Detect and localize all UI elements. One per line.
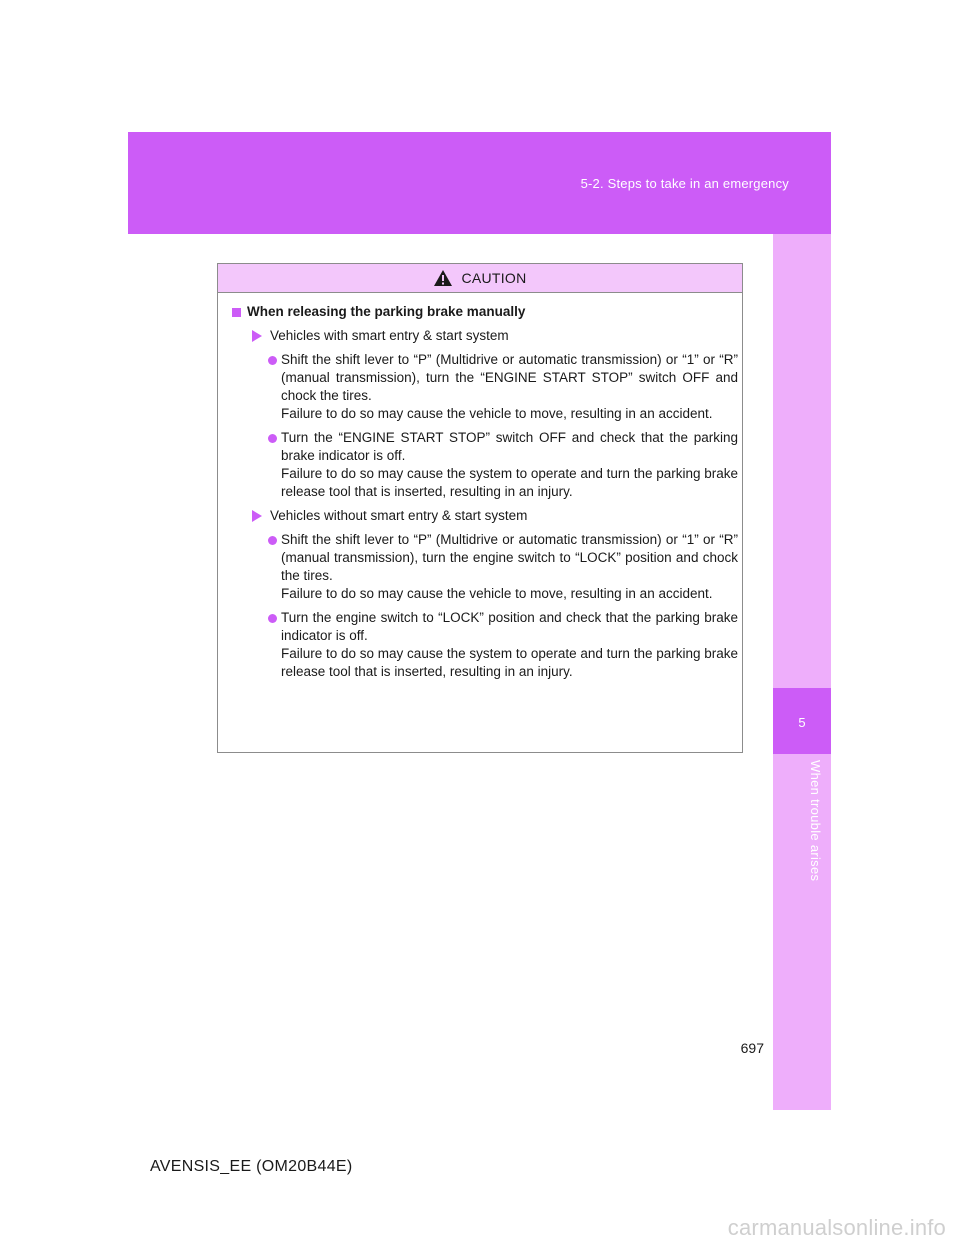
caution-item <box>232 609 738 681</box>
instruction-text: Shift the shift lever to “P” (Multidrive or automatic transmission) or “1” or “R” (manual transmission), turn the “ENGINE START STOP” switch OFF and chock the tires. <box>281 352 738 403</box>
vehicle-type-row <box>232 507 738 525</box>
caution-item <box>232 531 738 603</box>
watermark: carmanualsonline.info <box>727 1215 946 1240</box>
round-bullet-icon <box>268 434 277 443</box>
chapter-label: When trouble arises <box>808 760 823 882</box>
caution-heading <box>232 303 738 321</box>
chapter-number-block <box>773 688 831 754</box>
round-bullet-icon <box>268 614 277 623</box>
consequence-text: Failure to do so may cause the system to operate and turn the parking brake release tool that is inserted, resulting in an injury. <box>281 466 739 499</box>
chapter-number: 5 <box>798 715 806 730</box>
consequence-text: Failure to do so may cause the system to operate and turn the parking brake release tool that is inserted, resulting in an injury. <box>281 646 739 679</box>
warning-triangle-icon <box>433 269 453 287</box>
round-bullet-icon <box>268 356 277 365</box>
instruction-text: Turn the engine switch to “LOCK” position and check that the parking brake indicator is off. <box>281 610 738 643</box>
consequence-text: Failure to do so may cause the vehicle to move, resulting in an accident. <box>281 586 713 601</box>
square-bullet-icon <box>232 308 241 317</box>
vehicle-type-label: Vehicles without smart entry & start system <box>270 508 528 523</box>
document-code: AVENSIS_EE (OM20B44E) <box>150 1158 353 1175</box>
page-number: 697 <box>740 1040 764 1056</box>
caution-title: CAUTION <box>461 270 527 286</box>
caution-item <box>232 429 738 501</box>
caution-item <box>232 351 738 423</box>
caution-body <box>218 293 742 681</box>
triangle-bullet-icon <box>252 510 262 522</box>
consequence-text: Failure to do so may cause the vehicle to move, resulting in an accident. <box>281 406 713 421</box>
instruction-text: Shift the shift lever to “P” (Multidrive or automatic transmission) or “1” or “R” (manual transmission), turn the engine switch to “LOCK” position and chock the tires. <box>281 532 738 583</box>
instruction-text: Turn the “ENGINE START STOP” switch OFF and check that the parking brake indicator is off. <box>281 430 738 463</box>
vehicle-type-row <box>232 327 738 345</box>
caution-box <box>217 263 743 753</box>
section-title: 5-2. Steps to take in an emergency <box>580 176 789 191</box>
chapter-side-tab <box>773 234 831 1110</box>
caution-title-bar <box>218 264 742 293</box>
triangle-bullet-icon <box>252 330 262 342</box>
round-bullet-icon <box>268 536 277 545</box>
caution-heading-text: When releasing the parking brake manually <box>247 304 526 319</box>
section-header-band <box>128 132 831 234</box>
vehicle-type-label: Vehicles with smart entry & start system <box>270 328 509 343</box>
